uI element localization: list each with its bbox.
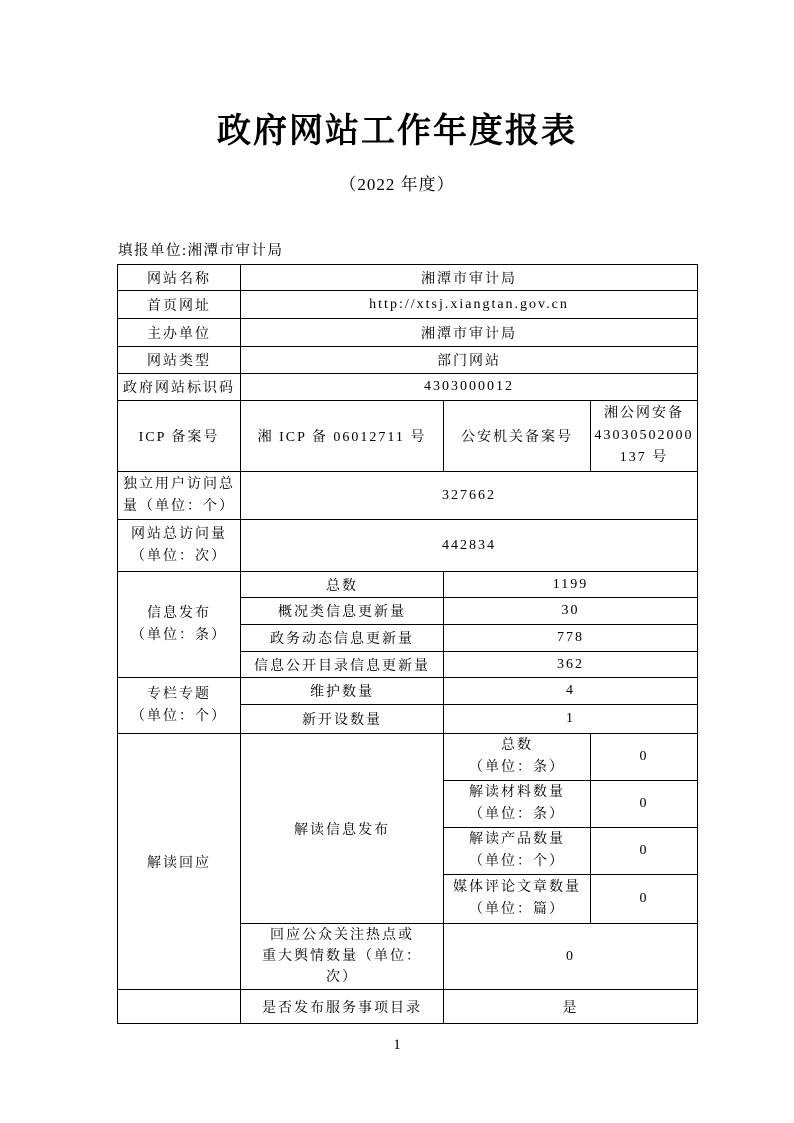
- media-commentary-label: 媒体评论文章数量 （单位：篇）: [444, 875, 591, 924]
- total-visits-value: 442834: [241, 520, 698, 572]
- public-response-label: 回应公众关注热点或 重大舆情数量（单位： 次）: [241, 924, 444, 990]
- site-type-value: 部门网站: [241, 347, 698, 374]
- page-number: 1: [393, 1037, 401, 1053]
- site-type-label: 网站类型: [118, 347, 241, 374]
- reporting-unit: 填报单位:湘潭市审计局: [118, 243, 284, 259]
- service-directory-value: 是: [444, 990, 698, 1024]
- interpretation-section-label: 解读回应: [118, 734, 241, 990]
- table-row: [118, 319, 698, 347]
- site-name-label: 网站名称: [118, 265, 241, 291]
- table-row: [118, 374, 698, 401]
- table-row: [118, 734, 698, 781]
- disclosure-update-value: 362: [444, 652, 698, 678]
- table-row: [118, 520, 698, 572]
- overview-update-label: 概况类信息更新量: [241, 598, 444, 625]
- info-publish-section-label: 信息发布 （单位：条）: [118, 572, 241, 678]
- empty-section-cell: [118, 990, 241, 1024]
- maintained-count-label: 维护数量: [241, 678, 444, 705]
- media-commentary-value: 0: [591, 875, 698, 924]
- interpret-products-value: 0: [591, 828, 698, 875]
- info-publish-total-label: 总数: [241, 572, 444, 598]
- table-row: [118, 291, 698, 319]
- icp-license-label: ICP 备案号: [118, 401, 241, 472]
- table-row: [118, 572, 698, 598]
- public-response-value: 0: [444, 924, 698, 990]
- table-row: [118, 265, 698, 291]
- interpret-total-label: 总数 （单位：条）: [444, 734, 591, 781]
- total-visits-label: 网站总访问量 （单位：次）: [118, 520, 241, 572]
- interpretation-publish-label: 解读信息发布: [241, 734, 444, 924]
- gov-news-update-value: 778: [444, 625, 698, 652]
- table-row: [118, 678, 698, 705]
- homepage-url-value: http://xtsj.xiangtan.gov.cn: [241, 291, 698, 319]
- organizer-value: 湘潭市审计局: [241, 319, 698, 347]
- site-name-value: 湘潭市审计局: [241, 265, 698, 291]
- interpret-materials-label: 解读材料数量 （单位：条）: [444, 781, 591, 828]
- unique-visitors-value: 327662: [241, 472, 698, 520]
- gov-news-update-label: 政务动态信息更新量: [241, 625, 444, 652]
- site-id-label: 政府网站标识码: [118, 374, 241, 401]
- table-row: [118, 401, 698, 472]
- disclosure-update-label: 信息公开目录信息更新量: [241, 652, 444, 678]
- icp-license-value: 湘 ICP 备 06012711 号: [241, 401, 444, 472]
- security-license-value: 湘公网安备 43030502000 137 号: [591, 401, 698, 472]
- newly-opened-count-label: 新开设数量: [241, 705, 444, 734]
- overview-update-value: 30: [444, 598, 698, 625]
- table-row: [118, 347, 698, 374]
- unique-visitors-label: 独立用户访问总 量（单位：个）: [118, 472, 241, 520]
- table-row: [118, 990, 698, 1024]
- annual-report-table: [117, 264, 698, 1024]
- maintained-count-value: 4: [444, 678, 698, 705]
- organizer-label: 主办单位: [118, 319, 241, 347]
- site-id-value: 4303000012: [241, 374, 698, 401]
- special-columns-section-label: 专栏专题 （单位：个）: [118, 678, 241, 734]
- interpret-total-value: 0: [591, 734, 698, 781]
- interpret-products-label: 解读产品数量 （单位：个）: [444, 828, 591, 875]
- report-year-subtitle: （2022 年度）: [339, 175, 455, 194]
- security-license-label: 公安机关备案号: [444, 401, 591, 472]
- interpret-materials-value: 0: [591, 781, 698, 828]
- page-title: 政府网站工作年度报表: [217, 113, 577, 150]
- newly-opened-count-value: 1: [444, 705, 698, 734]
- homepage-url-label: 首页网址: [118, 291, 241, 319]
- info-publish-total-value: 1199: [444, 572, 698, 598]
- service-directory-label: 是否发布服务事项目录: [241, 990, 444, 1024]
- table-row: [118, 472, 698, 520]
